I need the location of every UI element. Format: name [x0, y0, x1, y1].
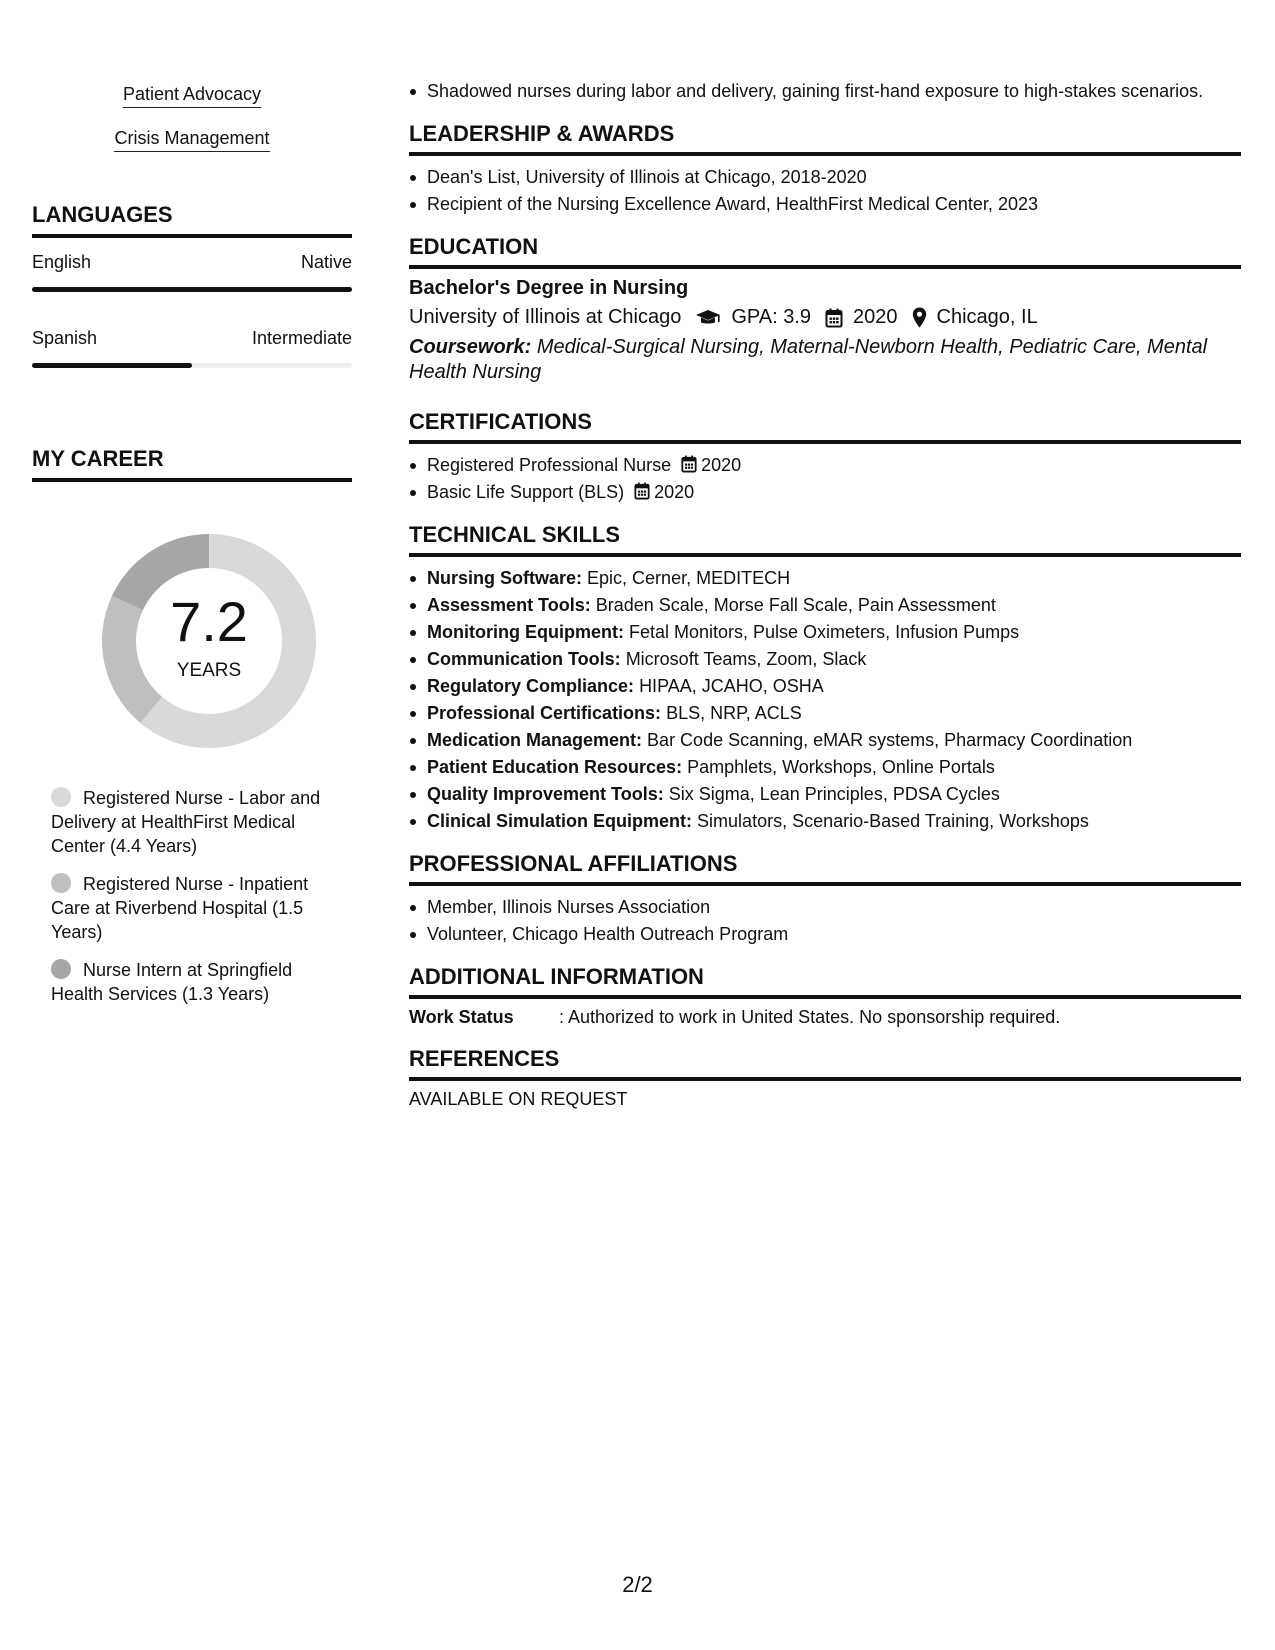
certifications-heading: CERTIFICATIONS: [409, 409, 1241, 444]
certification-name: Basic Life Support (BLS): [427, 482, 625, 502]
language-name: English: [32, 252, 92, 272]
language-row: [32, 328, 352, 349]
career-total: 7.2: [170, 590, 248, 653]
graduation-cap-icon: [695, 309, 721, 327]
skill-item: Crisis Management: [32, 128, 352, 172]
experience-bullet: Shadowed nurses during labor and delivery, gaining first-hand exposure to high-stakes scenarios.: [409, 78, 1241, 105]
certification-name: Registered Professional Nurse: [427, 455, 672, 475]
skill-value: Bar Code Scanning, eMAR systems, Pharmacy Coordination: [647, 730, 1133, 750]
language-row: [32, 252, 352, 273]
career-legend: [32, 786, 332, 1006]
education-details: [409, 306, 1241, 329]
skill-value: HIPAA, JCAHO, OSHA: [639, 676, 824, 696]
coursework-text: Medical-Surgical Nursing, Maternal-Newborn Health, Pediatric Care, Mental Health Nursing: [409, 336, 1208, 383]
skill-label: Quality Improvement Tools:: [427, 784, 664, 804]
career-unit: YEARS: [176, 660, 242, 681]
technical-skill-item: [409, 646, 1241, 673]
skill-item: Patient Advocacy: [32, 84, 352, 128]
page-number: 2/2: [622, 1572, 653, 1597]
affiliations-heading: PROFESSIONAL AFFILIATIONS: [409, 851, 1241, 886]
education-year: 2020: [853, 306, 898, 328]
skill-value: Epic, Cerner, MEDITECH: [587, 568, 791, 588]
technical-skill-item: [409, 727, 1241, 754]
education-coursework: [409, 335, 1241, 385]
technical-skill-item: [409, 754, 1241, 781]
skill-label: Medication Management:: [427, 730, 643, 750]
skill-label: Regulatory Compliance:: [427, 676, 635, 696]
skill-label: Professional Certifications:: [427, 703, 662, 723]
list-item: Volunteer, Chicago Health Outreach Program: [409, 921, 1241, 948]
language-level: Intermediate: [251, 328, 352, 348]
coursework-label: Coursework:: [409, 336, 532, 358]
certification-item: [409, 479, 1241, 506]
education-heading: EDUCATION: [409, 234, 1241, 269]
technical-skill-item: [409, 619, 1241, 646]
map-pin-icon: [912, 307, 927, 328]
leadership-list: [409, 164, 1241, 218]
certifications-list: [409, 452, 1241, 506]
career-legend-item: Registered Nurse - Inpatient Care at Riverbend Hospital (1.5 Years): [51, 874, 309, 942]
skill-value: Six Sigma, Lean Principles, PDSA Cycles: [668, 784, 1000, 804]
list-item: Recipient of the Nursing Excellence Award, HealthFirst Medical Center, 2023: [409, 191, 1241, 218]
skill-label: Assessment Tools:: [427, 595, 591, 615]
languages-heading: LANGUAGES: [32, 202, 352, 238]
language-level: Native: [300, 252, 352, 272]
legend-dot: [51, 787, 71, 807]
certification-item: [409, 452, 1241, 479]
technical-skill-item: [409, 700, 1241, 727]
work-status-row: [409, 1007, 1241, 1028]
list-item: Member, Illinois Nurses Association: [409, 894, 1241, 921]
education-location: Chicago, IL: [936, 306, 1038, 328]
list-item: Dean's List, University of Illinois at Chicago, 2018-2020: [409, 164, 1241, 191]
skill-value: BLS, NRP, ACLS: [666, 703, 802, 723]
calendar-icon: [681, 455, 697, 473]
career-legend-item: Nurse Intern at Springfield Health Services (1.3 Years): [51, 960, 293, 1004]
skill-value: Fetal Monitors, Pulse Oximeters, Infusion Pumps: [628, 622, 1020, 642]
technical-skills-heading: TECHNICAL SKILLS: [409, 522, 1241, 557]
technical-skill-item: [409, 781, 1241, 808]
skill-label: Nursing Software:: [427, 568, 583, 588]
language-name: Spanish: [32, 328, 98, 348]
certification-date: 2020: [634, 482, 694, 502]
sidebar: [32, 84, 352, 1020]
skill-value: Microsoft Teams, Zoom, Slack: [625, 649, 867, 669]
references-heading: REFERENCES: [409, 1046, 1241, 1081]
affiliations-list: [409, 894, 1241, 948]
work-status-value: : Authorized to work in United States. No sponsorship required.: [559, 1007, 1061, 1027]
calendar-icon: [825, 308, 843, 328]
skill-value: Braden Scale, Morse Fall Scale, Pain Assessment: [595, 595, 996, 615]
skill-label: Patient Education Resources:: [427, 757, 683, 777]
skill-label: Monitoring Equipment:: [427, 622, 624, 642]
education-degree: Bachelor's Degree in Nursing: [409, 277, 689, 299]
skill-value: Simulators, Scenario-Based Training, Workshops: [697, 811, 1089, 831]
language-bar: [32, 363, 352, 368]
career-donut: [94, 526, 324, 756]
technical-skills-list: [409, 565, 1241, 835]
legend-dot: [51, 959, 71, 979]
references-text: AVAILABLE ON REQUEST: [409, 1089, 628, 1109]
technical-skill-item: [409, 673, 1241, 700]
skill-label: Communication Tools:: [427, 649, 621, 669]
technical-skill-item: [409, 808, 1241, 835]
career-legend-item: Registered Nurse - Labor and Delivery at HealthFirst Medical Center (4.4 Years): [51, 788, 321, 856]
career-heading: MY CAREER: [32, 446, 352, 482]
technical-skill-item: [409, 565, 1241, 592]
education-gpa: GPA: 3.9: [731, 306, 812, 328]
language-bar-fill: [32, 363, 192, 368]
work-status-label: Work Status: [409, 1007, 514, 1027]
skill-value: Pamphlets, Workshops, Online Portals: [687, 757, 995, 777]
technical-skill-item: [409, 592, 1241, 619]
calendar-icon: [634, 482, 650, 500]
skill-label: Clinical Simulation Equipment:: [427, 811, 693, 831]
main-content: [409, 78, 1241, 1110]
legend-dot: [51, 873, 71, 893]
education-school: University of Illinois at Chicago: [409, 306, 682, 328]
certification-date: 2020: [681, 455, 741, 475]
leadership-heading: LEADERSHIP & AWARDS: [409, 121, 1241, 156]
experience-bullets: [409, 78, 1241, 105]
additional-info-heading: ADDITIONAL INFORMATION: [409, 964, 1241, 999]
